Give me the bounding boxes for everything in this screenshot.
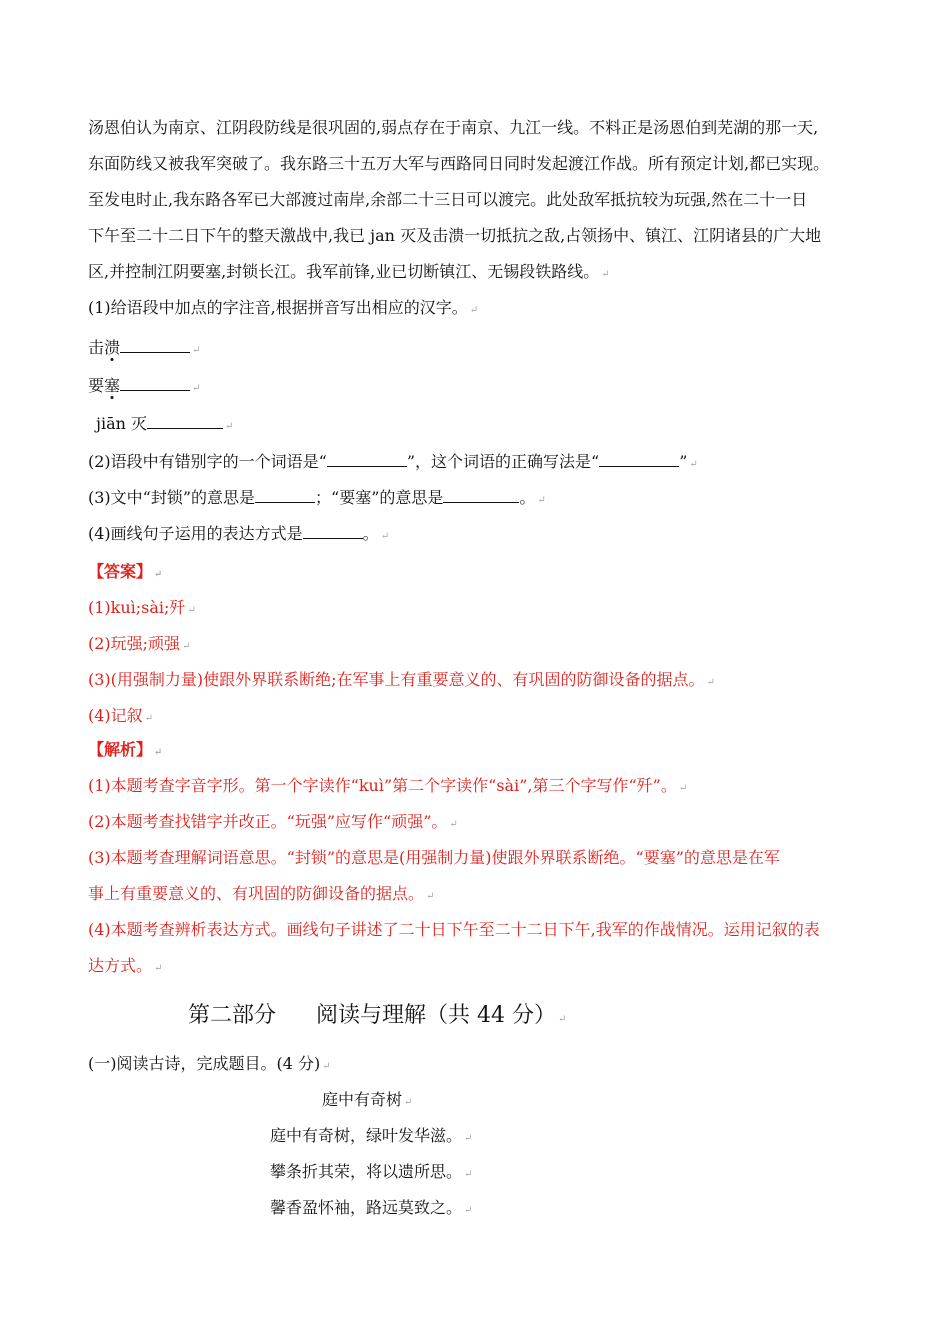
question-2: (2)语段中有错别字的一个词语是“ ”，这个词语的正确写法是“ ” ↵ <box>88 452 698 471</box>
question-1: (1)给语段中加点的字注音,根据拼音写出相应的汉字。 ↵ <box>88 298 479 317</box>
answer-blank[interactable] <box>599 452 679 467</box>
poem-line-1: 庭中有奇树，绿叶发华滋。 ↵ <box>270 1126 473 1145</box>
answer-blank[interactable] <box>120 376 190 391</box>
poem-line-2: 攀条折其荣，将以遗所思。 ↵ <box>270 1162 473 1181</box>
analysis-title: 【解析】 ↵ <box>88 740 163 759</box>
answer-4: (4)记叙 ↵ <box>88 706 154 725</box>
question-3: (3)文中“封锁”的意思是 ；“要塞”的意思是 。 ↵ <box>88 488 546 507</box>
analysis-2: (2)本题考查找错字并改正。“玩强”应写作“顽强”。 ↵ <box>88 812 458 831</box>
question-1a: 击溃 ↵ <box>88 338 201 357</box>
passage-line-1: 汤恩伯认为南京、江阴段防线是很巩固的,弱点存在于南京、九江一线。不料正是汤恩伯到芜湖的那一天, <box>88 118 819 137</box>
poem-line-3: 馨香盈怀袖，路远莫致之。 ↵ <box>270 1198 473 1217</box>
passage-line-3: 至发电时止,我东路各军已大部渡过南岸,余部二十三日可以渡完。此处敌军抵抗较为玩强,然在二十一日 <box>88 190 808 209</box>
analysis-4a: (4)本题考查辨析表达方式。画线句子讲述了二十日下午至二十二日下午,我军的作战情况。运用记叙的表 <box>88 920 820 939</box>
answer-blank[interactable] <box>255 488 315 503</box>
answer-blank[interactable] <box>327 452 407 467</box>
answer-2: (2)玩强;顽强 ↵ <box>88 634 191 653</box>
answer-1: (1)kuì;sài;歼 ↵ <box>88 598 196 617</box>
question-4: (4)画线句子运用的表达方式是 。 ↵ <box>88 524 390 543</box>
answer-blank[interactable] <box>303 524 363 539</box>
analysis-3a: (3)本题考查理解词语意思。“封锁”的意思是(用强制力量)使跟外界联系断绝。“要塞”的意思是在军 <box>88 848 780 867</box>
answer-blank[interactable] <box>147 414 223 429</box>
poem-intro: (一)阅读古诗，完成题目。(4 分) ↵ <box>88 1054 331 1073</box>
question-1c: jiān 灭 ↵ <box>96 414 234 433</box>
section-heading: 第二部分 阅读与理解（共 44 分） ↵ <box>188 1003 567 1028</box>
answer-title: 【答案】 ↵ <box>88 562 163 581</box>
analysis-1: (1)本题考查字音字形。第一个字读作“kuì”第二个字读作“sài”,第三个字写作“歼”。 ↵ <box>88 776 688 795</box>
answer-blank[interactable] <box>443 488 519 503</box>
question-1b: 要塞 ↵ <box>88 376 201 395</box>
answer-3: (3)(用强制力量)使跟外界联系断绝;在军事上有重要意义的、有巩固的防御设备的据点。 ↵ <box>88 670 715 689</box>
analysis-3b: 事上有重要意义的、有巩固的防御设备的据点。 ↵ <box>88 884 435 903</box>
analysis-4b: 达方式。 ↵ <box>88 956 163 975</box>
passage-line-2: 东面防线又被我军突破了。我东路三十五万大军与西路同日同时发起渡江作战。所有预定计划,都已实现。 <box>88 154 830 173</box>
passage-line-4: 下午至二十二日下午的整天激战中,我已 jan 灭及击溃一切抵抗之敌,占领扬中、镇江、江阴诸县的广大地 <box>88 226 822 245</box>
passage-line-5: 区,并控制江阴要塞,封锁长江。我军前锋,业已切断镇江、无锡段铁路线。 ↵ <box>88 262 610 281</box>
answer-blank[interactable] <box>120 338 190 353</box>
poem-title: 庭中有奇树 ↵ <box>322 1090 413 1109</box>
